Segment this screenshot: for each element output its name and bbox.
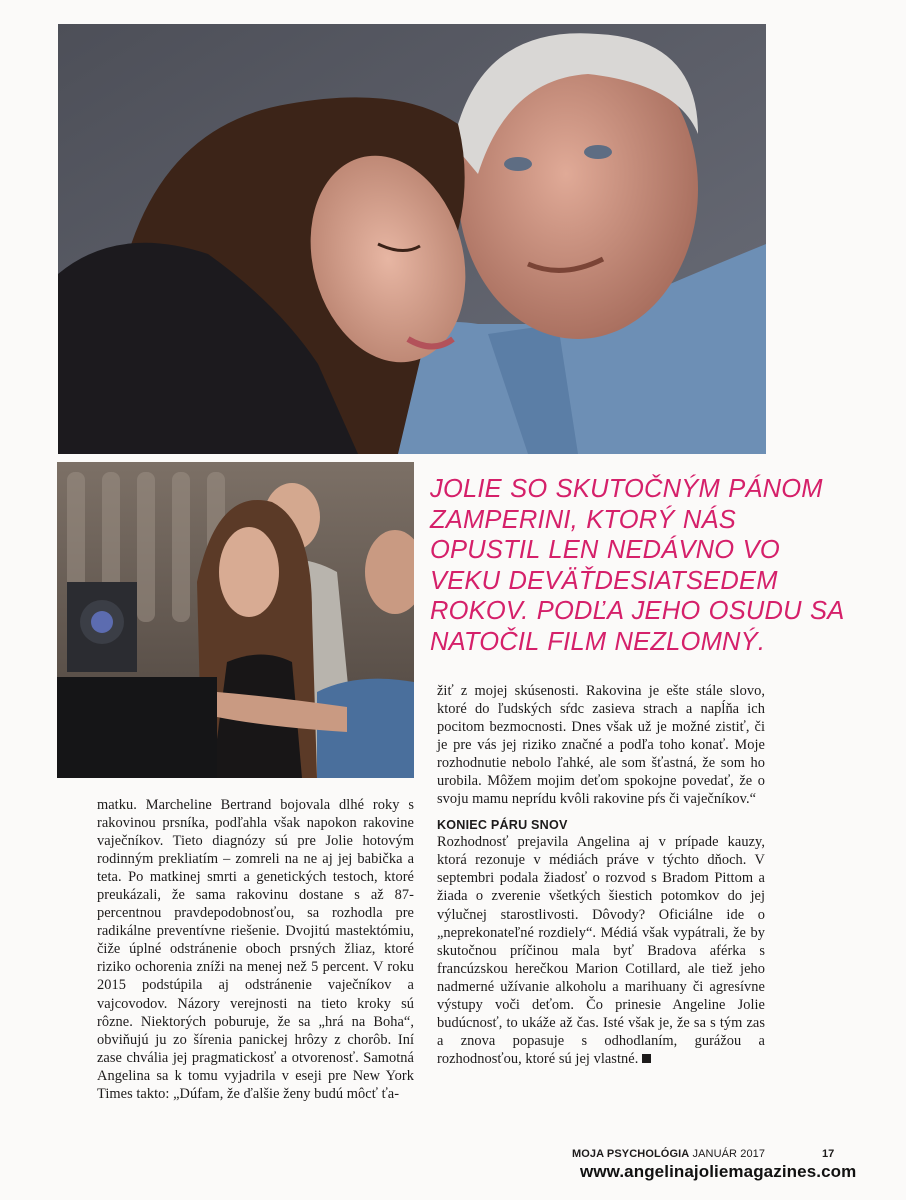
- photo-film-set-icon: [57, 462, 414, 778]
- watermark-url[interactable]: www.angelinajoliemagazines.com: [580, 1162, 857, 1181]
- paragraph-text: Rozhodnosť prejavila Angelina aj v prípade kauzy, ktorá rezonuje v médiách práve v týchto dňoch. V septembri podala žiadosť o rozvod s Bradom Pittom a žiada o zverenie všetkých šiestich potomkov do jej výlučnej starostlivosti. Dôvody? Oficiálne ide o „neprekonateľné rozdiely“. Médiá však vypátrali, že by skutočnou príčinou mala byť Bradova aférka s francúzskou herečkou Marion Cotillard, ale tiež jeho nadmerné užívanie alkoholu a marihuany či agresívne výstupy voči deťom. Čo prinesie Angeline Jolie budúcnosť, to ukáže až čas. Isté však je, že sa s tým zas a znova popasuje s odhodlaním, gurážou a rozhodnosťou, ktoré sú jej vlastné.: [437, 834, 765, 1067]
- paragraph: [437, 833, 765, 1068]
- magazine-name: MOJA PSYCHOLÓGIA: [572, 1148, 690, 1160]
- article-column-left: [97, 796, 414, 1103]
- photo-film-set: [57, 462, 414, 778]
- photo-two-people-icon: [58, 24, 766, 454]
- pull-quote: JOLIE SO SKUTOČNÝM PÁNOM ZAMPERINI, KTORÝ NÁS OPUSTIL LEN NEDÁVNO VO VEKU DEVÄŤDESIATSEDEM ROKOV. PODĽA JEHO OSUDU SA NATOČIL FILM NEZLOMNÝ.: [430, 475, 844, 656]
- paragraph: matku. Marcheline Bertrand bojovala dlhé roky s rakovinou prsníka, podľahla však napokon rakovine vaječníkov. Tieto diagnózy sú pre Jolie hotovým rodinným prekliatím – zomreli na ne aj jej babička a teta. Po matkinej smrti a genetických testoch, ktoré preukázali, že sama rakovinu dostane s až 87-percentnou pravdepodobnosťou, sa rozhodla pre radikálne preventívne riešenie. Dvojitú mastektómiu, čiže úplné odstránenie oboch prsných žliaz, ktoré riziko ochorenia zníži na menej než 5 percent. V roku 2015 podstúpila aj odstránenie vaječníkov a vajcovodov. Názory verejnosti na tieto kroky sú rôzne. Niektorých poburuje, že sa „hrá na Boha“, obviňujú ju zo šírenia panickej hrôzy z chorôb. Iní zase chvália jej pragmatickosť a otvorenosť. Samotná Angelina sa k tomu vyjadrila v eseji pre New York Times takto: „Dúfam, že ďalšie ženy budú môcť ťa-: [97, 797, 414, 1102]
- page-number: 17: [822, 1148, 835, 1160]
- article-column-right: [437, 682, 765, 1068]
- end-mark-icon: [642, 1054, 651, 1063]
- paragraph: žiť z mojej skúsenosti. Rakovina je ešte stále slovo, ktoré do ľudských sŕdc zasieva strach a napĺňa ich pocitom bezmocnosti. Dnes však už je možné zistiť, či je pre vás jej riziko značné a podľa toho konať. Moje rozhodnutie nebolo ľahké, ale som šťastná, že som ho urobila. Môžem mojim deťom spokojne povedať, že o svoju mamu neprídu kvôli rakovine pŕs či vaječníkov.“: [437, 683, 765, 808]
- section-subheading: KONIEC PÁRU SNOV: [437, 818, 568, 833]
- issue-date: JANUÁR 2017: [692, 1148, 766, 1160]
- photo-jolie-zamperini: [58, 24, 766, 454]
- footer-magazine-issue: [572, 1148, 765, 1160]
